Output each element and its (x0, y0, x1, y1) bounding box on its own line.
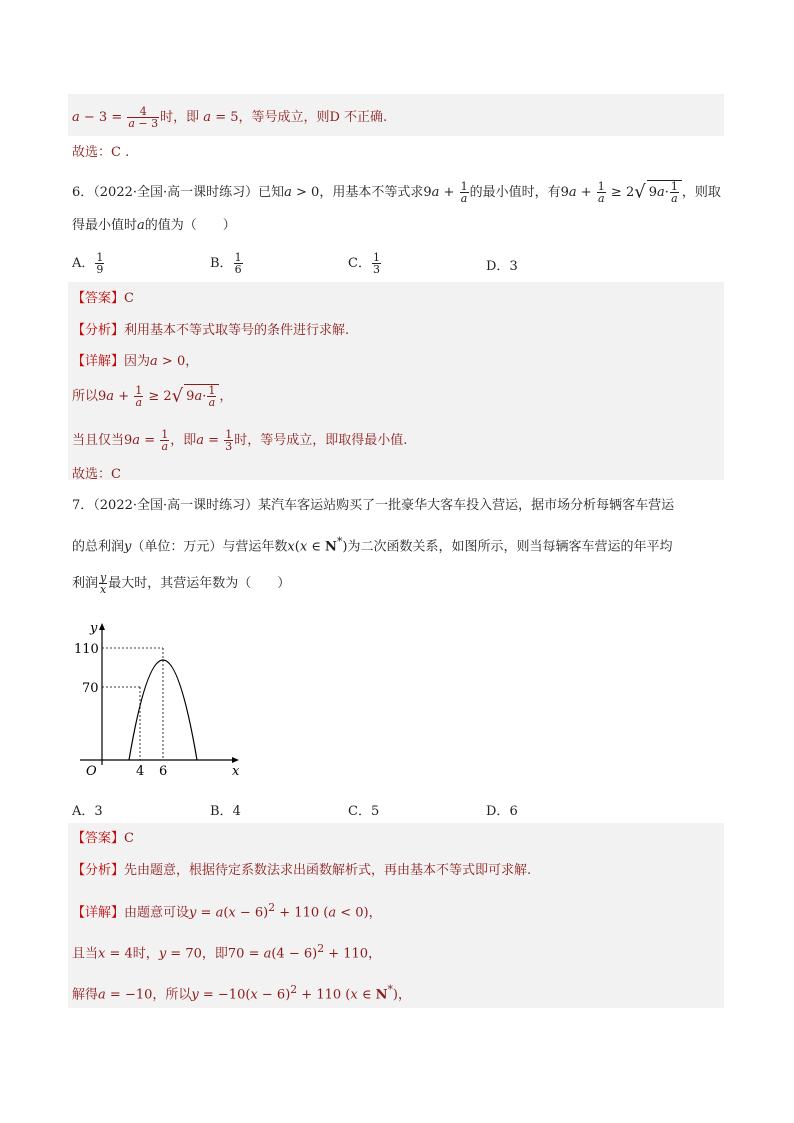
q6-detail-3: 当且仅当9a = $\frac{1}{a}$ ，即a = $\frac{1}{3}$ 时，等号成立，即取得最小值. (72, 428, 408, 453)
x-tick-4: 4 (136, 764, 145, 779)
q7-option-c: C．5 (348, 804, 380, 819)
q7-detail-3: 解得a = −10，所以$y = -10(x - 6)^2 + 110$ (x ∈ N*)， (72, 983, 411, 1003)
q6-detail-2: 所以9a + $\frac{1}{a}$ ≥ 2√ 9a· $\frac{1}{a}$ ， (72, 384, 233, 409)
q7-stem-line1: 7．（2022·全国·高一课时练习）某汽车客运站购买了一批豪华大客车投入营运，据市场分析每辆客车营运 (72, 498, 675, 513)
q7-stem-line2: 的总利润y（单位：万元）与营运年数x(x ∈ N*)为二次函数关系，如图所示，则当每辆客车营运的年平均 (72, 535, 673, 555)
q6-analysis: 【分析】利用基本不等式取等号的条件进行求解. (72, 323, 350, 338)
x-axis-arrow (232, 757, 239, 763)
y-tick-70: 70 (82, 681, 99, 696)
q6-conclusion: 故选：C (72, 467, 121, 482)
q6-detail-1: 【详解】因为a > 0， (72, 354, 199, 369)
q7-analysis: 【分析】先由题意，根据待定系数法求出函数解析式，再由基本不等式即可求解. (72, 863, 532, 878)
x-tick-6: 6 (159, 764, 168, 779)
y-axis-arrow (99, 623, 105, 630)
y-tick-110: 110 (74, 642, 99, 657)
q6-option-b: B． $\frac{1}{6}$ (210, 251, 242, 276)
q7-answer: 【答案】C (72, 831, 134, 846)
q6-stem-line1: 6．（2022·全国·高一课时练习）已知a > 0，用基本不等式求9a + $\frac{1}{a}$ 的最小值时，有9a + $\frac{1}{a}$ ≥ 2√ 9a· $\frac{1}{a}$ ，则取 (72, 180, 721, 205)
q7-detail-1: 【详解】由题意可设$y = a(x - 6)^2 + 110$ (a < 0)， (72, 901, 382, 921)
origin-label: O (86, 764, 97, 779)
q6-stem-line2: 得最小值时a的值为（ ） (72, 218, 236, 233)
q6-option-a: A． $\frac{1}{9}$ (72, 251, 104, 276)
q6-option-c: C． $\frac{1}{3}$ (348, 251, 380, 276)
q7-option-a: A．3 (72, 804, 103, 819)
q6-answer: 【答案】C (72, 291, 134, 306)
q7-detail-2: 且当x = 4时，y = 70，即$70 = a(4 - 6)^2 + 110$， (72, 942, 382, 962)
q7-stem-line3: 利润 $\frac{y}{x}$ 最大时，其营运年数为（ ） (72, 571, 291, 596)
prev-solution-line: a − 3 = $\frac{4}{a - 3}$ 时，即 a = 5，等号成立，则D 不正确. (72, 105, 388, 130)
x-axis-label: x (232, 764, 240, 779)
q6-option-d: D．3 (486, 259, 518, 274)
y-axis-label: y (90, 621, 98, 636)
q7-option-d: D．6 (486, 804, 518, 819)
q7-parabola-graph (72, 615, 252, 785)
q7-option-b: B．4 (210, 804, 241, 819)
prev-answer-line: 故选：C . (72, 145, 130, 160)
